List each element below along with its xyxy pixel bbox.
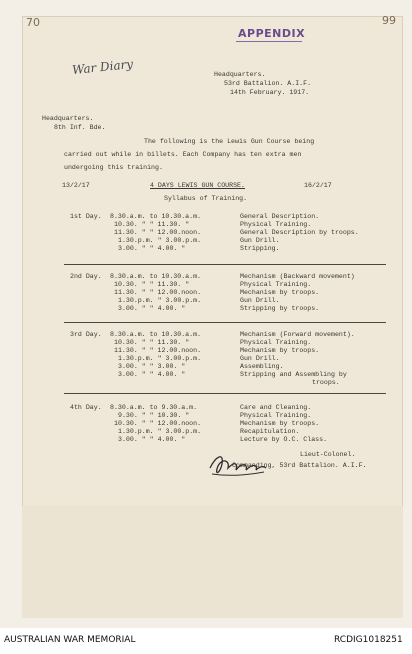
time-slot: 1.30.p.m. " 3.00.p.m.: [118, 297, 202, 304]
subject: Physical Training.: [240, 412, 312, 419]
subject: Recapitulation.: [240, 428, 300, 435]
day-divider: [64, 264, 386, 265]
folio-number-right: 99: [382, 14, 396, 27]
subject: Mechanism by troops.: [240, 289, 320, 296]
syllabus-heading: Syllabus of Training.: [164, 195, 248, 202]
time-slot: 11.30. " " 12.00.noon.: [114, 347, 202, 354]
header-line-2: 53rd Battalion. A.I.F.: [224, 80, 312, 87]
day-divider: [64, 393, 386, 394]
subject: Stripping and Assembling by: [240, 371, 347, 378]
subject: General Description by troops.: [240, 229, 359, 236]
appendix-stamp: APPENDIX: [238, 27, 306, 40]
time-slot: 10.30. " " 12.00.noon.: [114, 420, 202, 427]
time-slot: 3.00. " " 4.00. ": [118, 305, 186, 312]
time-slot: 3.00. " " 4.00. ": [118, 245, 186, 252]
subject: Assembling.: [240, 363, 284, 370]
subject: Gun Drill.: [240, 297, 280, 304]
body-line-2: carried out while in billets. Each Company has ten extra men: [64, 151, 302, 158]
time-slot: 3.00. " " 3.00. ": [118, 363, 186, 370]
time-slot: 10.30. " " 11.30. ": [114, 221, 190, 228]
subject: Mechanism (Forward movement).: [240, 331, 355, 338]
subject: Gun Drill.: [240, 237, 280, 244]
time-slot: 3.00. " " 4.00. ": [118, 371, 186, 378]
addressee-line-1: Headquarters.: [42, 115, 94, 122]
time-slot: 1.30.p.m. " 3.00.p.m.: [118, 355, 202, 362]
time-slot: 10.30. " " 11.30. ": [114, 339, 190, 346]
day-label: 4th Day.: [70, 404, 102, 411]
time-slot: 3.00. " " 4.00. ": [118, 436, 186, 443]
time-slot: 8.30.a.m. to 10.30.a.m.: [110, 331, 202, 338]
body-line-3: undergoing this training.: [64, 164, 163, 171]
time-slot: 10.30. " " 11.30. ": [114, 281, 190, 288]
time-slot: 1.30.p.m. " 3.00.p.m.: [118, 428, 202, 435]
course-date-from: 13/2/17: [62, 182, 90, 189]
signatory-rank: Lieut-Colonel.: [300, 451, 356, 458]
subject: Physical Training.: [240, 339, 312, 346]
course-title: 4 DAYS LEWIS GUN COURSE.: [150, 182, 245, 189]
addressee-line-2: 8th Inf. Bde.: [54, 124, 106, 131]
course-date-to: 16/2/17: [304, 182, 332, 189]
footer-institution: AUSTRALIAN WAR MEMORIAL: [4, 635, 136, 645]
day-divider: [64, 322, 386, 323]
time-slot: 1.30.p.m. " 3.00.p.m.: [118, 237, 202, 244]
time-slot: 8.30.a.m. to 9.30.a.m.: [110, 404, 198, 411]
header-line-1: Headquarters.: [214, 71, 266, 78]
body-line-1: The following is the Lewis Gun Course being: [144, 138, 315, 145]
day-label: 2nd Day.: [70, 273, 102, 280]
footer-record-id: RCDIG1018251: [334, 635, 403, 645]
time-slot: 9.30. " " 10.30. ": [118, 412, 190, 419]
paper-lower-strip: [22, 506, 403, 618]
subject: Physical Training.: [240, 281, 312, 288]
time-slot: 11.30. " " 12.00.noon.: [114, 289, 202, 296]
day-label: 1st Day.: [70, 213, 102, 220]
stamp-underline: [236, 41, 302, 42]
subject: Care and Cleaning.: [240, 404, 312, 411]
subject: Mechanism by troops.: [240, 347, 320, 354]
subject: Physical Training.: [240, 221, 312, 228]
subject: Stripping.: [240, 245, 280, 252]
subject: General Description.: [240, 213, 320, 220]
folio-number-left: 70: [26, 16, 40, 29]
subject: Stripping by troops.: [240, 305, 320, 312]
time-slot: 11.30. " " 12.00.noon.: [114, 229, 202, 236]
war-diary-handnote: War Diary: [71, 56, 134, 78]
subject: Gun Drill.: [240, 355, 280, 362]
time-slot: 8.30.a.m. to 10.30.a.m.: [110, 213, 202, 220]
day-label: 3rd Day.: [70, 331, 102, 338]
subject: troops.: [312, 379, 340, 386]
signatory-command: Commanding, 53rd Battalion. A.I.F.: [232, 462, 367, 469]
header-date: 14th February. 1917.: [230, 89, 310, 96]
subject: Mechanism by troops.: [240, 420, 320, 427]
subject: Lecture by O.C. Class.: [240, 436, 328, 443]
subject: Mechanism (Backward movement): [240, 273, 355, 280]
time-slot: 8.30.a.m. to 10.30.a.m.: [110, 273, 202, 280]
